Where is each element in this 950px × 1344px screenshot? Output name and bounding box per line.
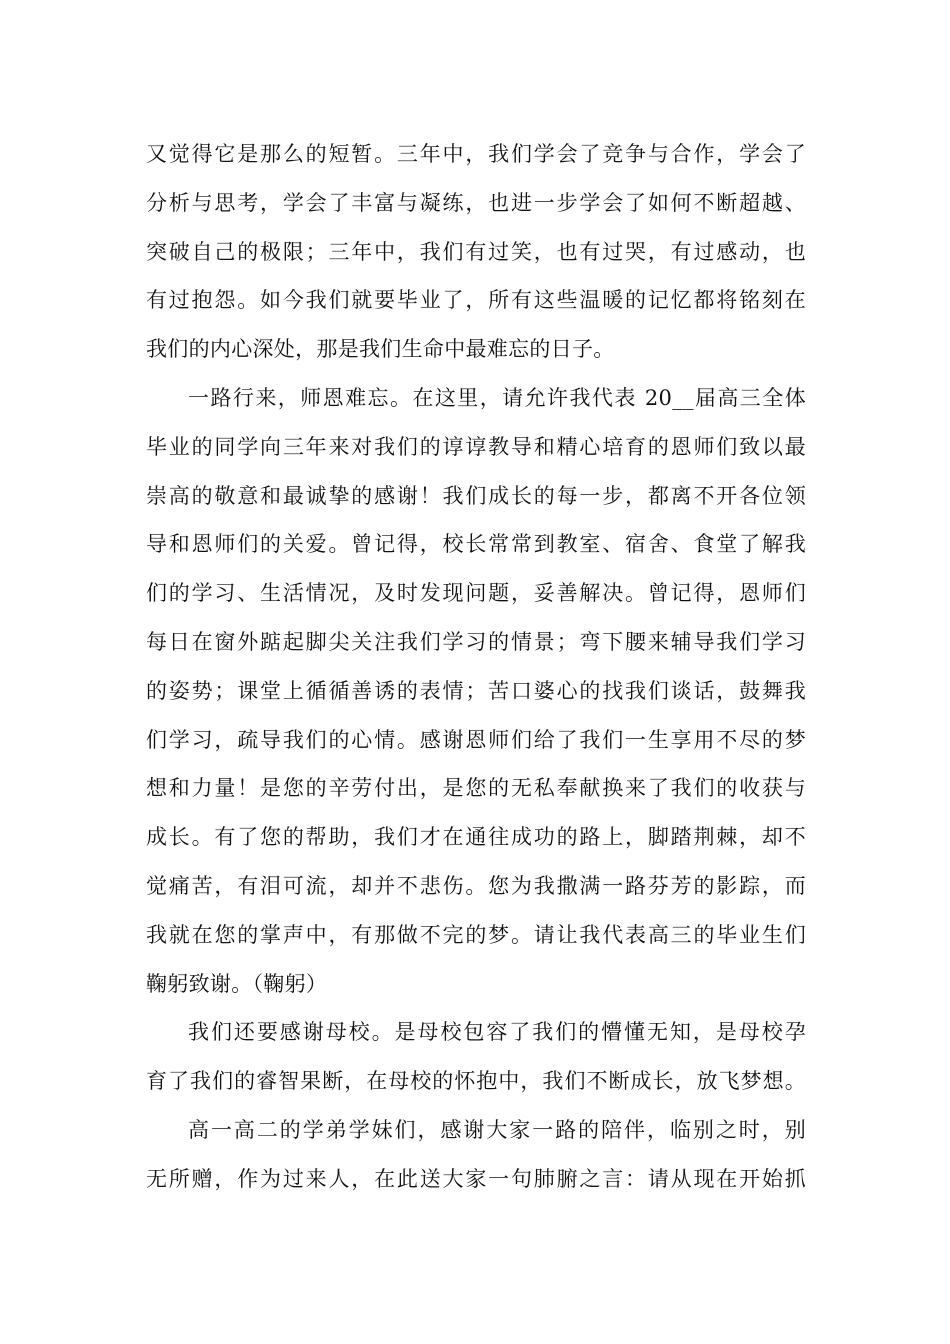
text-line: 育了我们的睿智果断，在母校的怀抱中，我们不断成长，放飞梦想。 [146, 1069, 806, 1094]
text-line: 突破自己的极限；三年中，我们有过笑，也有过哭，有过感动，也 [146, 239, 806, 264]
text-line: 鞠躬致谢。（鞠躬） [146, 971, 328, 996]
text-line: 想和力量！是您的辛劳付出，是您的无私奉献换来了我们的收获与 [146, 776, 806, 801]
document-body [146, 130, 806, 1204]
text-line: 们的学习、生活情况，及时发现问题，妥善解决。曾记得，恩师们 [146, 581, 806, 606]
paragraph-first-line: 一路行来，师恩难忘。在这里，请允许我代表 20__届高三全体 [188, 385, 806, 410]
text-line: 成长。有了您的帮助，我们才在通往成功的路上，脚踏荆棘，却不 [146, 825, 806, 850]
text-line: 的姿势；课堂上循循善诱的表情；苦口婆心的找我们谈话，鼓舞我 [146, 678, 806, 703]
text-line: 分析与思考，学会了丰富与凝练，也进一步学会了如何不断超越、 [146, 190, 806, 215]
text-line: 每日在窗外踮起脚尖关注我们学习的情景；弯下腰来辅导我们学习 [146, 629, 806, 654]
text-line: 们学习，疏导我们的心情。感谢恩师们给了我们一生享用不尽的梦 [146, 727, 806, 752]
text-line: 毕业的同学向三年来对我们的谆谆教导和精心培育的恩师们致以最 [146, 434, 806, 459]
text-line: 导和恩师们的关爱。曾记得，校长常常到教室、宿舍、食堂了解我 [146, 532, 806, 557]
text-line: 觉痛苦，有泪可流，却并不悲伤。您为我撒满一路芬芳的影踪，而 [146, 873, 806, 898]
text-line: 无所赠，作为过来人，在此送大家一句肺腑之言：请从现在开始抓 [146, 1166, 806, 1191]
text-line: 又觉得它是那么的短暂。三年中，我们学会了竞争与合作，学会了 [146, 142, 806, 166]
text-line: 有过抱怨。如今我们就要毕业了，所有这些温暖的记忆都将铭刻在 [146, 288, 806, 313]
text-line: 我们的内心深处，那是我们生命中最难忘的日子。 [146, 337, 615, 362]
paragraph-first-line: 高一高二的学弟学妹们，感谢大家一路的陪伴，临别之时，别 [188, 1117, 806, 1142]
paragraph-first-line: 我们还要感谢母校。是母校包容了我们的懵懂无知，是母校孕 [188, 1020, 806, 1045]
text-line: 崇高的敬意和最诚挚的感谢！我们成长的每一步，都离不开各位领 [146, 483, 806, 508]
text-line: 我就在您的掌声中，有那做不完的梦。请让我代表高三的毕业生们 [146, 922, 806, 947]
